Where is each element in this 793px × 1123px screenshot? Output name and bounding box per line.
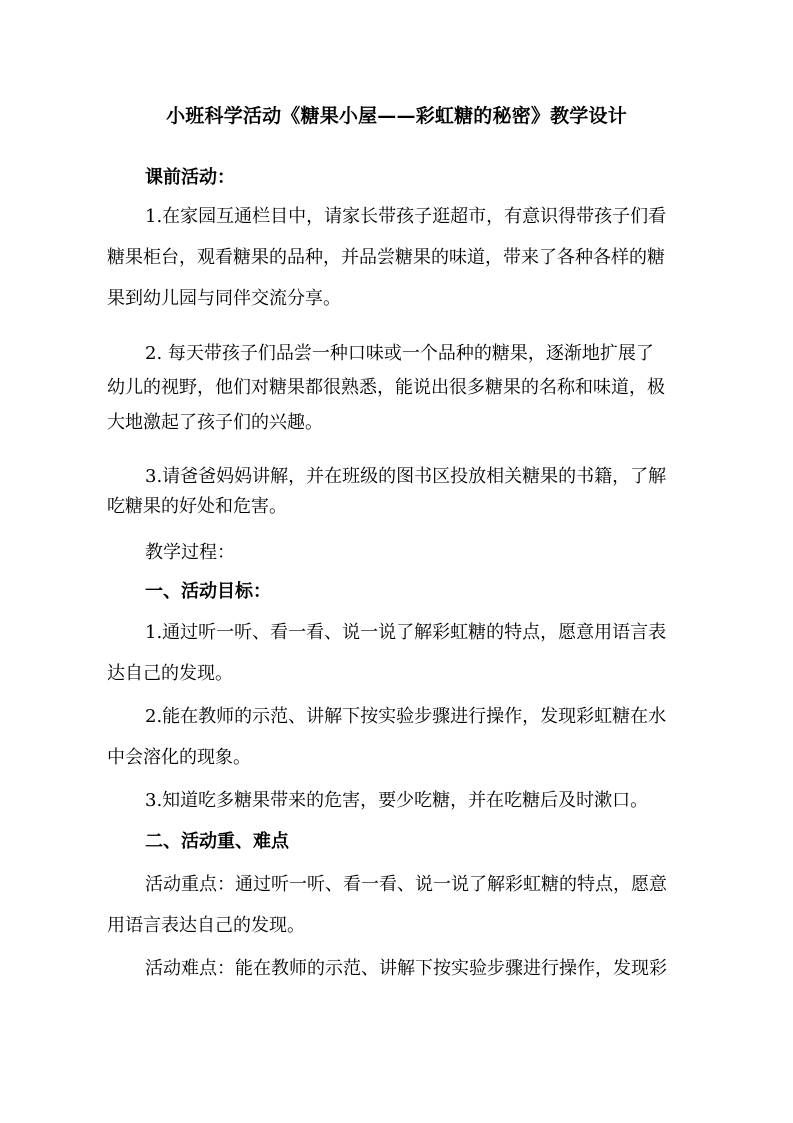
paragraph-line: 中会溶化的现象。 bbox=[107, 747, 251, 768]
paragraph-line: 吃糖果的好处和危害。 bbox=[107, 496, 287, 517]
paragraph-line: 2.能在教师的示范、讲解下按实验步骤进行操作，发现彩虹糖在水 bbox=[145, 706, 667, 727]
paragraph-line: 达自己的发现。 bbox=[107, 663, 233, 684]
paragraph-line: 2. 每天带孩子们品尝一种口味或一个品种的糖果，逐渐地扩展了 bbox=[145, 343, 654, 364]
paragraph-line: 用语言表达自己的发现。 bbox=[107, 915, 305, 936]
paragraph-line: 糖果柜台，观看糖果的品种，并品尝糖果的味道，带来了各种各样的糖 bbox=[107, 247, 665, 268]
key-points-heading: 二、活动重、难点 bbox=[145, 831, 289, 852]
paragraph-line: 大地激起了孩子们的兴趣。 bbox=[107, 412, 323, 433]
goals-heading: 一、活动目标： bbox=[145, 581, 271, 602]
paragraph-line: 幼儿的视野，他们对糖果都很熟悉，能说出很多糖果的名称和味道，极 bbox=[107, 377, 665, 398]
paragraph-line: 活动难点：能在教师的示范、讲解下按实验步骤进行操作，发现彩 bbox=[145, 958, 667, 979]
document-title: 小班科学活动《糖果小屋——彩虹糖的秘密》教学设计 bbox=[166, 105, 627, 127]
pre-activity-heading: 课前活动： bbox=[145, 167, 235, 188]
process-heading: 教学过程： bbox=[145, 542, 235, 563]
paragraph-line: 果到幼儿园与同伴交流分享。 bbox=[107, 288, 341, 309]
paragraph-line: 3.知道吃多糖果带来的危害，要少吃糖，并在吃糖后及时漱口。 bbox=[145, 790, 649, 811]
paragraph-line: 1.在家园互通栏目中，请家长带孩子逛超市，有意识得带孩子们看 bbox=[145, 206, 667, 227]
paragraph-line: 1.通过听一听、看一看、说一说了解彩虹糖的特点，愿意用语言表 bbox=[145, 622, 667, 643]
paragraph-line: 活动重点：通过听一听、看一看、说一说了解彩虹糖的特点，愿意 bbox=[145, 874, 667, 895]
paragraph-line: 3.请爸爸妈妈讲解，并在班级的图书区投放相关糖果的书籍，了解 bbox=[145, 466, 667, 487]
